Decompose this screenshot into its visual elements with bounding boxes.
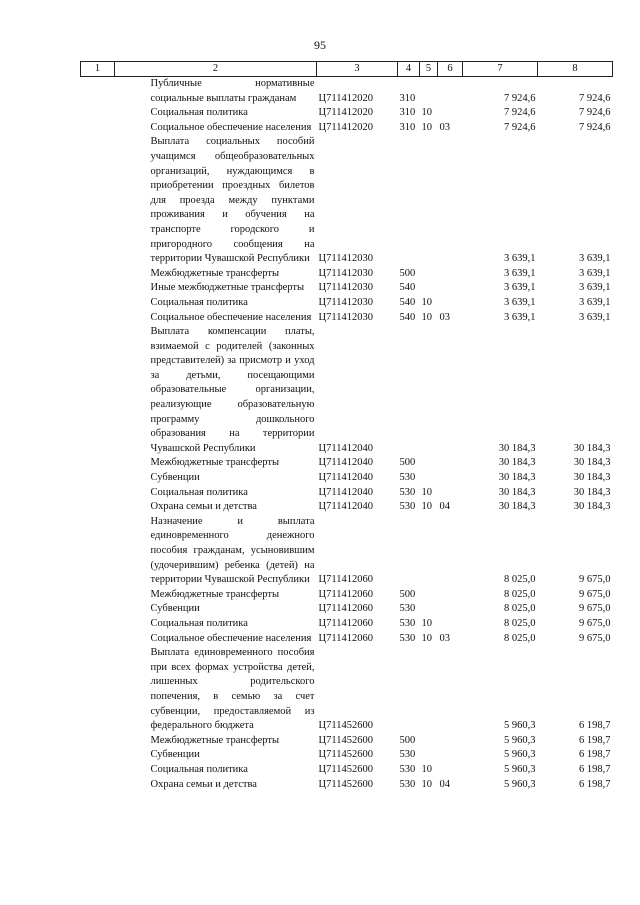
row-name: Субвенции (150, 472, 200, 484)
row-section (420, 471, 438, 486)
row-section (420, 267, 438, 282)
row-expense-type: 530 (399, 603, 416, 615)
column-header: 8 (538, 62, 613, 77)
row-subsection (438, 602, 463, 617)
table-row (81, 632, 613, 647)
row-name: Социальное обеспечение населения (150, 632, 312, 644)
row-target-code: Ц711412040 (318, 501, 373, 513)
row-target-code: Ц711412060 (318, 632, 373, 644)
row-name: Социальное обеспечение населения (150, 121, 312, 133)
row-amount-col7: 30 184,3 (498, 442, 536, 454)
row-expense-type: 310 (399, 92, 416, 104)
row-name: Социальная политика (150, 763, 248, 775)
row-name: Охрана семьи и детства (150, 778, 257, 790)
row-amount-col8: 9 675,0 (579, 574, 611, 586)
row-number-cell (81, 515, 115, 588)
row-expense-type: 530 (399, 749, 416, 761)
table-row (81, 486, 613, 501)
row-name: Социальная политика (150, 486, 248, 498)
row-name: Выплата компенсации платы, взимаемой с родителей (законных представителей) за присмотр и уход за детьми, посещающими образовательные организации, реализующие образовательную программу дошкольного образования на территории Чувашской Республики (150, 326, 315, 454)
row-number-cell (81, 748, 115, 763)
row-name: Межбюджетные трансферты (150, 267, 280, 279)
row-number-cell (81, 311, 115, 326)
row-number-cell (81, 778, 115, 793)
table-row (81, 602, 613, 617)
row-amount-col8: 6 198,7 (579, 749, 611, 761)
page-number: 95 (314, 38, 326, 52)
row-target-code: Ц711412060 (318, 588, 373, 600)
row-expense-type (398, 135, 420, 266)
row-section (420, 748, 438, 763)
row-section (420, 135, 438, 266)
row-number-cell (81, 456, 115, 471)
row-section: 10 (421, 107, 432, 119)
row-amount-col8: 9 675,0 (579, 603, 611, 615)
row-subsection (438, 77, 463, 107)
row-amount-col7: 5 960,3 (504, 734, 536, 746)
column-header: 4 (398, 62, 420, 77)
row-section: 10 (421, 121, 432, 133)
budget-table (80, 61, 613, 792)
row-amount-col7: 8 025,0 (504, 588, 536, 600)
table-body (81, 77, 613, 793)
row-subsection (438, 515, 463, 588)
row-amount-col8: 7 924,6 (579, 92, 611, 104)
row-subsection (438, 325, 463, 456)
row-amount-col8: 30 184,3 (573, 486, 611, 498)
row-target-code: Ц711452600 (318, 720, 373, 732)
row-target-code: Ц711412060 (318, 574, 373, 586)
row-target-code: Ц711412030 (318, 282, 373, 294)
row-subsection (438, 617, 463, 632)
table-row (81, 296, 613, 311)
row-target-code: Ц711452600 (318, 749, 373, 761)
table-row (81, 748, 613, 763)
row-number-cell (81, 296, 115, 311)
row-expense-type: 310 (399, 121, 416, 133)
row-expense-type: 540 (399, 282, 416, 294)
row-amount-col7: 3 639,1 (504, 296, 536, 308)
row-section: 10 (421, 486, 432, 498)
row-target-code: Ц711412030 (318, 311, 373, 323)
row-expense-type: 540 (399, 311, 416, 323)
row-number-cell (81, 602, 115, 617)
row-subsection (438, 267, 463, 282)
row-expense-type (398, 515, 420, 588)
row-subsection: 04 (439, 501, 450, 513)
row-name: Социальная политика (150, 107, 248, 119)
row-section (420, 325, 438, 456)
row-target-code: Ц711412020 (318, 121, 373, 133)
row-target-code: Ц711412060 (318, 603, 373, 615)
row-subsection (438, 471, 463, 486)
table-row (81, 500, 613, 515)
row-expense-type: 530 (399, 763, 416, 775)
row-amount-col8: 7 924,6 (579, 107, 611, 119)
row-section: 10 (421, 617, 432, 629)
row-expense-type: 500 (399, 267, 416, 279)
row-amount-col7: 30 184,3 (498, 501, 536, 513)
row-section (420, 734, 438, 749)
row-section (420, 77, 438, 107)
row-name: Публичные нормативные социальные выплаты гражданам (150, 78, 315, 104)
row-subsection (438, 588, 463, 603)
row-amount-col7: 3 639,1 (504, 282, 536, 294)
row-name: Социальное обеспечение населения (150, 311, 312, 323)
row-target-code: Ц711452600 (318, 763, 373, 775)
row-name: Субвенции (150, 603, 200, 615)
row-amount-col8: 7 924,6 (579, 121, 611, 133)
row-expense-type: 530 (399, 617, 416, 629)
row-number-cell (81, 77, 115, 107)
row-expense-type: 500 (399, 457, 416, 469)
row-number-cell (81, 121, 115, 136)
row-number-cell (81, 632, 115, 647)
row-name: Выплата социальных пособий учащимся общеобразовательных организаций, нуждающимся в приобретении проездных билетов для проезда между пунктами проживания и обучения на транспорте городского и пригородного сообщения на территории Чувашской Республики (150, 136, 315, 265)
table-row (81, 456, 613, 471)
row-amount-col8: 6 198,7 (579, 778, 611, 790)
row-number-cell (81, 617, 115, 632)
row-subsection: 03 (439, 121, 450, 133)
column-header: 3 (317, 62, 398, 77)
row-subsection (438, 296, 463, 311)
row-subsection: 03 (439, 311, 450, 323)
row-expense-type: 530 (399, 472, 416, 484)
row-amount-col8: 30 184,3 (573, 501, 611, 513)
row-subsection (438, 646, 463, 734)
row-amount-col7: 3 639,1 (504, 267, 536, 279)
row-amount-col8: 3 639,1 (579, 253, 611, 265)
row-number-cell (81, 588, 115, 603)
row-subsection (438, 734, 463, 749)
row-subsection (438, 748, 463, 763)
table-row (81, 515, 613, 588)
row-name: Социальная политика (150, 617, 248, 629)
row-amount-col7: 7 924,6 (504, 92, 536, 104)
row-target-code: Ц711412030 (318, 253, 373, 265)
row-expense-type (398, 325, 420, 456)
row-section: 10 (421, 632, 432, 644)
table-row (81, 311, 613, 326)
row-number-cell (81, 106, 115, 121)
row-name: Межбюджетные трансферты (150, 588, 280, 600)
row-name: Субвенции (150, 749, 200, 761)
row-number-cell (81, 135, 115, 266)
row-amount-col7: 5 960,3 (504, 720, 536, 732)
row-subsection (438, 486, 463, 501)
row-amount-col7: 8 025,0 (504, 574, 536, 586)
row-amount-col8: 9 675,0 (579, 617, 611, 629)
row-subsection (438, 106, 463, 121)
row-amount-col7: 7 924,6 (504, 107, 536, 119)
table-row (81, 646, 613, 734)
table-row (81, 77, 613, 107)
table-row (81, 267, 613, 282)
row-amount-col7: 30 184,3 (498, 472, 536, 484)
table-row (81, 106, 613, 121)
row-section (420, 646, 438, 734)
row-section: 10 (421, 311, 432, 323)
row-amount-col7: 8 025,0 (504, 603, 536, 615)
row-amount-col8: 9 675,0 (579, 588, 611, 600)
row-amount-col8: 9 675,0 (579, 632, 611, 644)
row-name: Выплата единовременного пособия при всех формах устройства детей, лишенных родительского попечения, в семью за счет субвенции, предоставляемой из федерального бюджета (150, 647, 315, 732)
row-target-code: Ц711412060 (318, 617, 373, 629)
column-header: 6 (438, 62, 463, 77)
row-expense-type: 540 (399, 296, 416, 308)
row-subsection (438, 763, 463, 778)
table-row (81, 734, 613, 749)
table-row (81, 471, 613, 486)
row-number-cell (81, 471, 115, 486)
column-header: 1 (81, 62, 115, 77)
row-subsection (438, 281, 463, 296)
row-expense-type: 310 (399, 107, 416, 119)
row-section (420, 456, 438, 471)
row-name: Межбюджетные трансферты (150, 457, 280, 469)
row-number-cell (81, 325, 115, 456)
row-number-cell (81, 763, 115, 778)
row-amount-col7: 8 025,0 (504, 632, 536, 644)
row-target-code: Ц711412020 (318, 92, 373, 104)
row-name: Охрана семьи и детства (150, 501, 257, 513)
row-section: 10 (421, 763, 432, 775)
row-expense-type: 530 (399, 486, 416, 498)
row-amount-col7: 3 639,1 (504, 253, 536, 265)
row-amount-col8: 30 184,3 (573, 472, 611, 484)
row-expense-type: 530 (399, 632, 416, 644)
row-target-code: Ц711412030 (318, 296, 373, 308)
row-amount-col8: 3 639,1 (579, 296, 611, 308)
row-target-code: Ц711452600 (318, 734, 373, 746)
row-expense-type: 500 (399, 588, 416, 600)
table-row (81, 588, 613, 603)
row-amount-col7: 30 184,3 (498, 486, 536, 498)
table-row (81, 763, 613, 778)
row-name: Иные межбюджетные трансферты (150, 282, 305, 294)
row-section: 10 (421, 778, 432, 790)
row-amount-col8: 3 639,1 (579, 282, 611, 294)
row-expense-type: 530 (399, 501, 416, 513)
row-amount-col7: 5 960,3 (504, 749, 536, 761)
row-expense-type: 530 (399, 778, 416, 790)
row-section (420, 588, 438, 603)
row-number-cell (81, 281, 115, 296)
row-section (420, 602, 438, 617)
row-name: Назначение и выплата единовременного денежного пособия гражданам, усыновившим (удочерившим) ребенка (детей) на территории Чувашской Республики (150, 515, 315, 586)
row-number-cell (81, 486, 115, 501)
row-subsection: 04 (439, 778, 450, 790)
row-amount-col7: 8 025,0 (504, 617, 536, 629)
row-target-code: Ц711412040 (318, 486, 373, 498)
table-row (81, 617, 613, 632)
row-subsection: 03 (439, 632, 450, 644)
row-target-code: Ц711412020 (318, 107, 373, 119)
row-amount-col8: 6 198,7 (579, 763, 611, 775)
row-amount-col7: 5 960,3 (504, 778, 536, 790)
row-target-code: Ц711452600 (318, 778, 373, 790)
row-section: 10 (421, 501, 432, 513)
row-amount-col7: 3 639,1 (504, 311, 536, 323)
row-expense-type: 500 (399, 734, 416, 746)
row-amount-col7: 7 924,6 (504, 121, 536, 133)
row-amount-col7: 5 960,3 (504, 763, 536, 775)
column-header: 5 (420, 62, 438, 77)
row-number-cell (81, 500, 115, 515)
table-row (81, 121, 613, 136)
row-subsection (438, 135, 463, 266)
table-header-row (81, 62, 613, 77)
row-expense-type (398, 646, 420, 734)
row-section (420, 515, 438, 588)
row-target-code: Ц711412040 (318, 472, 373, 484)
table-row (81, 135, 613, 266)
row-amount-col8: 30 184,3 (573, 457, 611, 469)
row-amount-col8: 3 639,1 (579, 267, 611, 279)
row-amount-col8: 30 184,3 (573, 442, 611, 454)
table-row (81, 281, 613, 296)
row-number-cell (81, 267, 115, 282)
row-name: Социальная политика (150, 296, 248, 308)
row-target-code: Ц711412040 (318, 457, 373, 469)
row-number-cell (81, 734, 115, 749)
row-target-code: Ц711412030 (318, 267, 373, 279)
row-amount-col8: 3 639,1 (579, 311, 611, 323)
row-amount-col8: 6 198,7 (579, 734, 611, 746)
row-section: 10 (421, 296, 432, 308)
table-row (81, 325, 613, 456)
row-number-cell (81, 646, 115, 734)
table-row (81, 778, 613, 793)
column-header: 2 (115, 62, 317, 77)
row-target-code: Ц711412040 (318, 442, 373, 454)
row-name: Межбюджетные трансферты (150, 734, 280, 746)
row-subsection (438, 456, 463, 471)
column-header: 7 (463, 62, 538, 77)
row-amount-col7: 30 184,3 (498, 457, 536, 469)
row-amount-col8: 6 198,7 (579, 720, 611, 732)
row-section (420, 281, 438, 296)
